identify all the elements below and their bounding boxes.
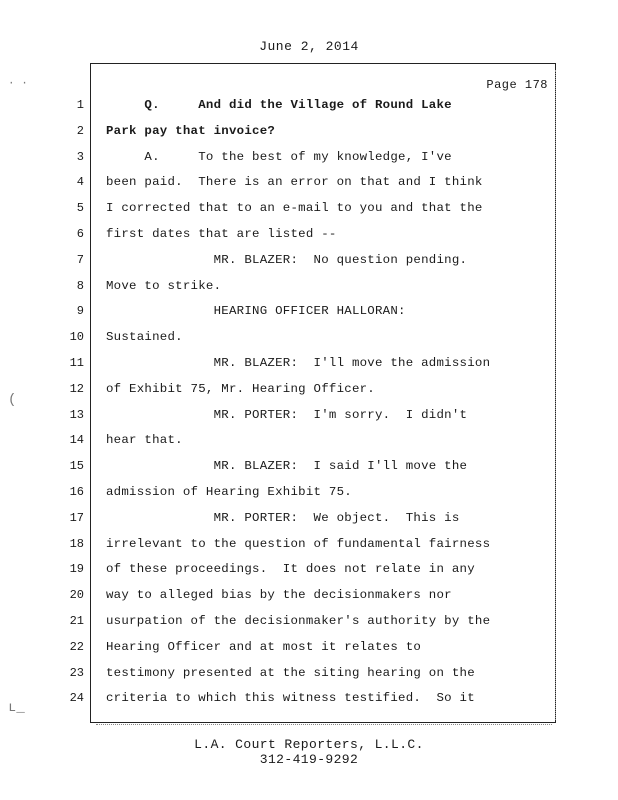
line-number: 15 [69,459,84,474]
line-text: usurpation of the decisionmaker's authority by the [106,613,491,628]
transcript-line [0,481,618,507]
line-text: HEARING OFFICER HALLORAN: [106,304,406,319]
line-number: 8 [76,278,84,293]
line-text: Sustained. [106,330,183,345]
transcript-line [0,378,618,404]
line-number: 23 [69,665,84,680]
line-number: 22 [69,639,84,654]
transcript-line [0,300,618,326]
transcript-line [0,352,618,378]
line-number: 21 [69,613,84,628]
transcript-line [0,275,618,301]
line-text: hear that. [106,433,183,448]
line-number: 19 [69,562,84,577]
line-text: Move to strike. [106,278,222,293]
line-number: 4 [76,175,84,190]
line-text: MR. BLAZER: I said I'll move the [106,459,468,474]
line-number: 18 [69,536,84,551]
transcript-line [0,558,618,584]
transcript-line [0,249,618,275]
transcript-line [0,197,618,223]
line-number: 11 [69,355,84,370]
line-text: irrelevant to the question of fundamental fairness [106,536,491,551]
transcript-line [0,429,618,455]
line-number: 9 [76,304,84,319]
line-number: 3 [76,149,84,164]
transcript-line [0,533,618,559]
line-text: MR. BLAZER: I'll move the admission [106,355,491,370]
line-text: MR. PORTER: I'm sorry. I didn't [106,407,468,422]
line-text: MR. PORTER: We object. This is [106,510,460,525]
line-number: 24 [69,691,84,706]
line-text: Hearing Officer and at most it relates to [106,639,422,654]
page-number: Page 178 [486,78,548,92]
transcript-line [0,584,618,610]
line-number: 20 [69,588,84,603]
line-text: A. To the best of my knowledge, I've [106,149,452,164]
line-number: 12 [69,381,84,396]
transcript-line [0,146,618,172]
line-number: 10 [69,330,84,345]
footer-phone: 312-419-9292 [259,752,359,767]
scan-corner-mark: ʟ_ [8,700,25,716]
transcript-line [0,223,618,249]
line-number: 7 [76,252,84,267]
bottom-rule [96,724,552,725]
transcript-line [0,326,618,352]
transcript-lines [0,94,618,713]
line-number: 13 [69,407,84,422]
transcript-line [0,94,618,120]
line-number: 5 [76,201,84,216]
line-text: MR. BLAZER: No question pending. [106,252,468,267]
line-number: 2 [76,123,84,138]
transcript-line [0,610,618,636]
line-text: way to alleged bias by the decisionmakers nor [106,588,452,603]
scan-bracket-mark: ( [8,392,17,408]
transcript-line [0,662,618,688]
transcript-line [0,636,618,662]
line-text: of Exhibit 75, Mr. Hearing Officer. [106,381,375,396]
header-date: June 2, 2014 [259,39,359,54]
line-text: Q. And did the Village of Round Lake [106,98,452,112]
line-number: 1 [76,98,84,112]
footer [0,737,618,767]
line-text: first dates that are listed -- [106,226,337,241]
footer-company: L.A. Court Reporters, L.L.C. [194,737,424,752]
transcript-line [0,455,618,481]
scan-speck-mark: · · [8,78,28,90]
line-number: 6 [76,226,84,241]
line-text: I corrected that to an e-mail to you and that the [106,201,483,216]
line-text: of these proceedings. It does not relate in any [106,562,475,577]
line-text: been paid. There is an error on that and I think [106,175,483,190]
line-number: 17 [69,510,84,525]
line-text: admission of Hearing Exhibit 75. [106,484,352,499]
line-text: testimony presented at the siting hearing on the [106,665,475,680]
transcript-line [0,404,618,430]
line-number: 14 [69,433,84,448]
line-text: criteria to which this witness testified. So it [106,691,475,706]
transcript-line [0,171,618,197]
transcript-line [0,120,618,146]
line-number: 16 [69,484,84,499]
transcript-line [0,507,618,533]
line-text: Park pay that invoice? [106,123,276,138]
transcript-line [0,687,618,713]
